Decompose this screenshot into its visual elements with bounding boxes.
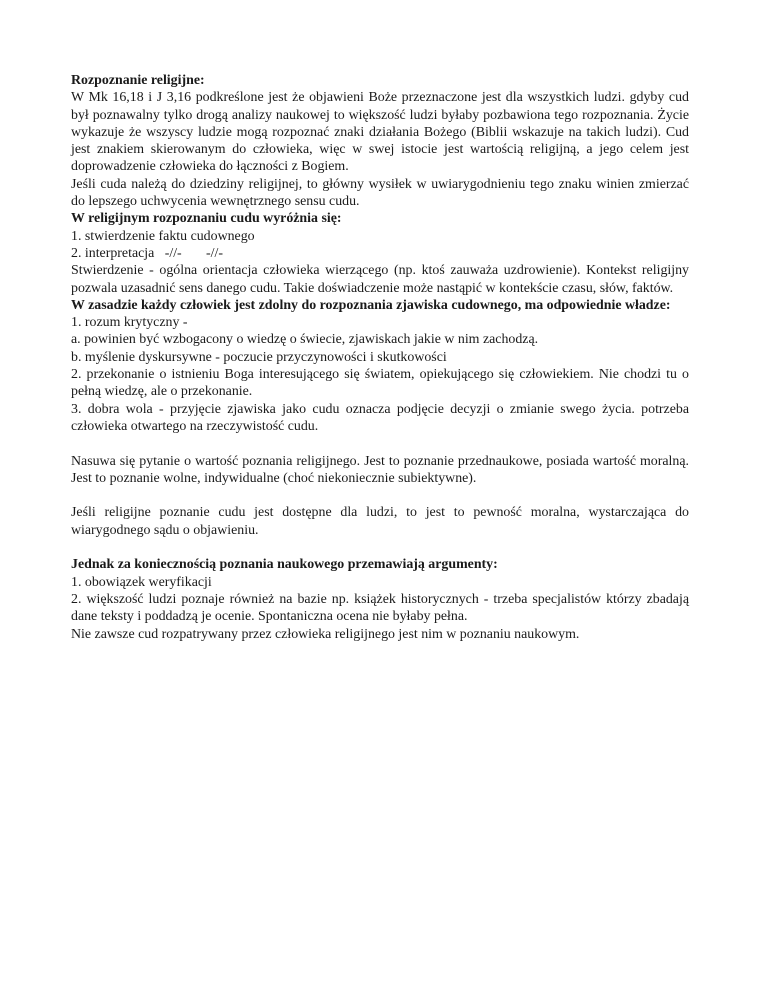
paragraph-jesli-religijne: Jeśli religijne poznanie cudu jest dostępne dla ludzi, to jest to pewność moralna, wystarczająca do wiarygodnego sądu o objawieniu. (71, 505, 689, 538)
heading-capable: W zasadzie każdy człowiek jest zdolny do rozpoznania zjawiska cudownego, ma odpowiednie władze: (71, 297, 671, 313)
list-item-rozum: 1. rozum krytyczny - (71, 315, 188, 331)
heading-distinguish: W religijnym rozpoznaniu cudu wyróżnia się: (71, 211, 342, 227)
list-item-interpretacja: 2. interpretacja -//- -//- (71, 245, 223, 261)
blank-line (71, 539, 689, 556)
list-item-weryfikacja: 1. obowiązek weryfikacji (71, 574, 212, 590)
document-page (71, 72, 689, 643)
paragraph-nasuwa: Nasuwa się pytanie o wartość poznania religijnego. Jest to poznanie przednaukowe, posiada wartość moralną. Jest to poznanie wolne, indywidualne (choć niekoniecznie subiektywne). (71, 453, 689, 486)
heading-arguments: Jednak za koniecznością poznania naukowego przemawiają argumenty: (71, 557, 498, 573)
blank-line (71, 435, 689, 452)
list-item-myslenie: b. myślenie dyskursywne - poczucie przyczynowości i skutkowości (71, 349, 447, 365)
list-item-wiekszosc: 2. większość ludzi poznaje również na bazie np. książek historycznych - trzeba specjalistów którzy zbadają dane teksty i poddadzą je ocenie. Spontaniczna ocena nie byłaby pełna. (71, 591, 689, 625)
list-item-stwierdzenie: 1. stwierdzenie faktu cudownego (71, 228, 255, 244)
blank-line (71, 487, 689, 504)
paragraph-mk: W Mk 16,18 i J 3,16 podkreślone jest że objawieni Boże przeznaczone jest dla wszystkich ludzi. gdyby cud był poznawalny tylko drogą analizy naukowej to większość ludzi byłaby pozbawiona tego rozpoznania. Życie wykazuje że wszyscy ludzie mogą rozpoznać znaki działania Bożego (Biblii wskazuje na takich ludzi). Cud jest znakiem skierowanym do człowieka, więc w swej istocie jest wartością religijną, a jego celem jest doprowadzenie człowieka do łączności z Bogiem. (71, 90, 689, 175)
paragraph-nie-zawsze: Nie zawsze cud rozpatrywany przez człowieka religijnego jest nim w poznaniu naukowym. (71, 626, 580, 642)
list-item-wiedza: a. powinien być wzbogacony o wiedzę o świecie, zjawiskach jakie w nim zachodzą. (71, 332, 539, 348)
list-item-przekonanie: 2. przekonanie o istnieniu Boga interesującego się światem, opiekującego się człowiekiem. Nie chodzi tu o pełną wiedzę, ale o przekonanie. (71, 367, 689, 400)
paragraph-stwierdzenie: Stwierdzenie - ogólna orientacja człowieka wierzącego (np. ktoś zauważa uzdrowienie). Kontekst religijny pozwala uzasadnić sens danego cudu. Takie doświadczenie może nastąpić w kontekście czasu, słów, faktów. (71, 263, 689, 296)
heading-recognition: Rozpoznanie religijne: (71, 73, 205, 88)
list-item-dobra-wola: 3. dobra wola - przyjęcie zjawiska jako cudu oznacza podjęcie decyzji o zmianie swego życia. potrzeba człowieka otwartego na rzeczywistość cudu. (71, 401, 689, 434)
paragraph-jesli-cuda: Jeśli cuda należą do dziedziny religijnej, to główny wysiłek w uwiarygodnieniu tego znaku winien zmierzać do lepszego uchwycenia wewnętrznego sensu cudu. (71, 176, 689, 210)
